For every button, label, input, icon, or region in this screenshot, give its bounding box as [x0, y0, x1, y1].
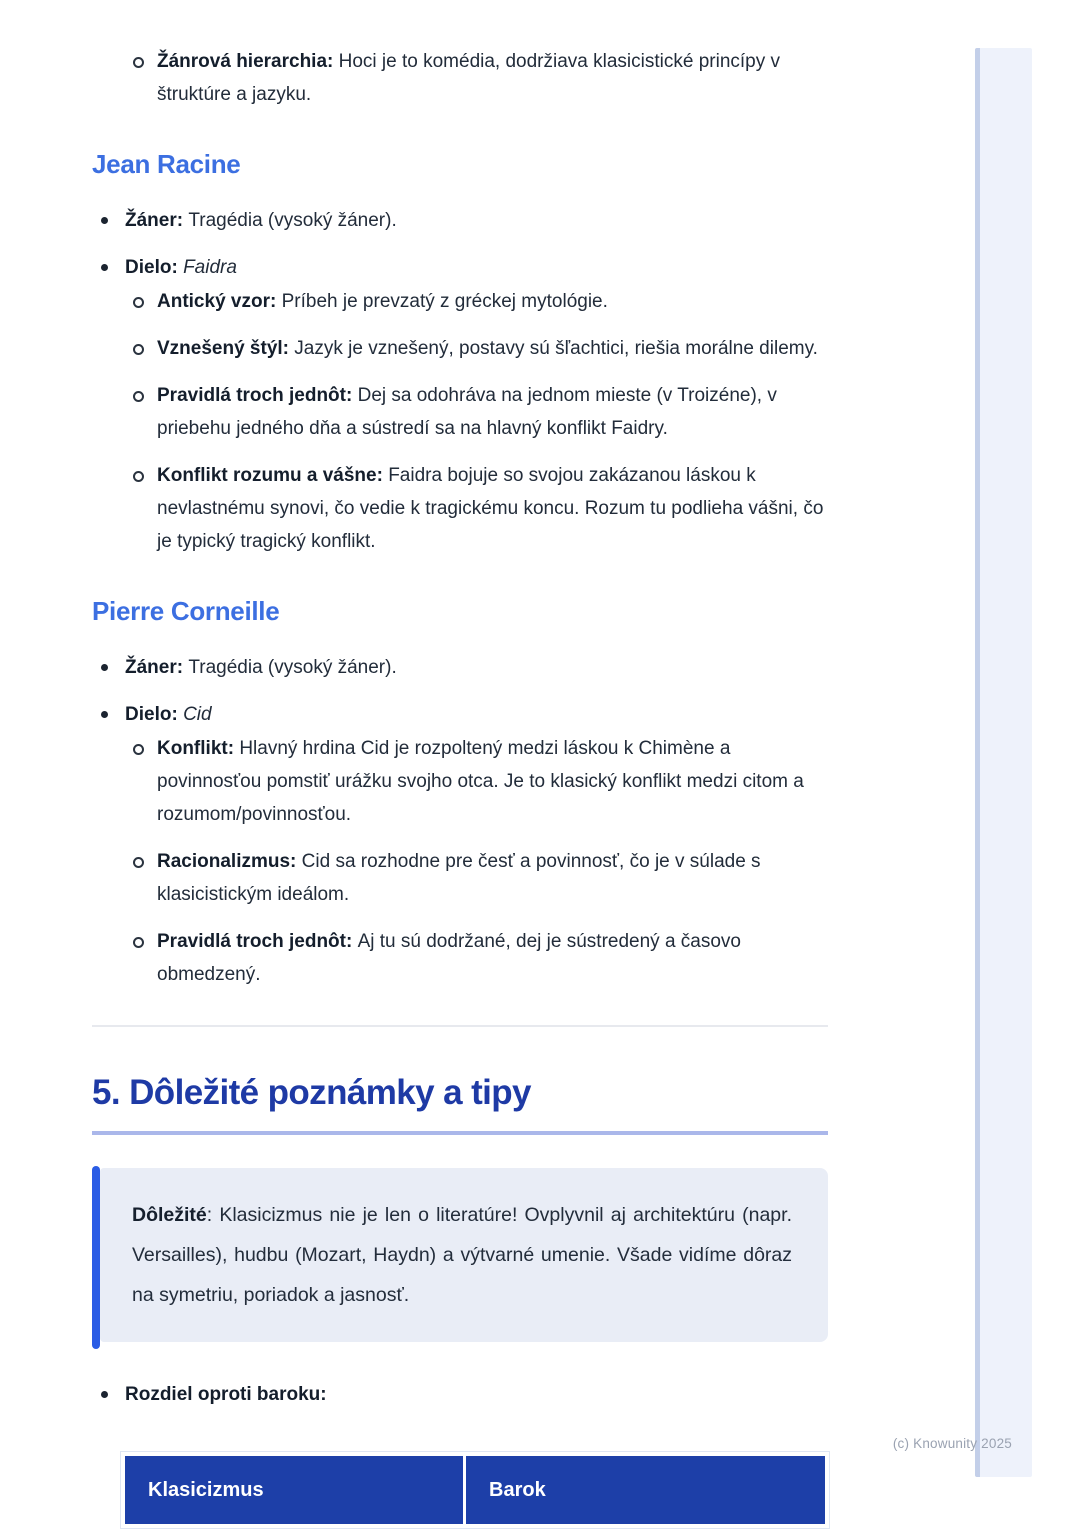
- section-divider: [92, 1025, 828, 1027]
- list-item: [92, 651, 828, 684]
- list-item-text: Jazyk je vznešený, postavy sú šľachtici, riešia morálne dilemy.: [294, 338, 818, 359]
- circle-bullet-icon: [133, 297, 144, 308]
- dot-bullet-icon: [101, 1391, 108, 1398]
- list-item: [92, 332, 828, 365]
- list-item-label: Antický vzor:: [157, 291, 282, 312]
- list-item-text: Aj tu sú dodržané, dej je sústredený a časovo obmedzený.: [157, 931, 741, 985]
- circle-bullet-icon: [133, 344, 144, 355]
- list-item: [92, 845, 828, 911]
- list-item-text: Hlavný hrdina Cid je rozpoltený medzi láskou k Chimène a povinnosťou pomstiť urážku svojho otca. Je to klasický konflikt medzi citom a rozumom/povinnosťou.: [157, 738, 804, 825]
- callout-text: : Klasicizmus nie je len o literatúre! Ovplyvnil aj architektúru (napr. Versailles), hudbu (Mozart, Haydn) a výtvarné umenie. Všade vidíme dôraz na symetriu, poriadok a jasnosť.: [132, 1204, 792, 1306]
- table-header-cell: Barok: [466, 1456, 825, 1524]
- callout-accent-bar: [92, 1166, 100, 1349]
- circle-bullet-icon: [133, 937, 144, 948]
- list-item-label: Žáner:: [125, 210, 189, 231]
- circle-bullet-icon: [133, 391, 144, 402]
- callout-label: Dôležité: [132, 1204, 207, 1226]
- list-item: [92, 45, 828, 111]
- list-item: [92, 698, 828, 731]
- work-title: Cid: [183, 704, 212, 725]
- list-item-label: Pravidlá troch jednôt:: [157, 931, 358, 952]
- list-item-text: Hoci je to komédia, dodržiava klasicistické princípy v štruktúre a jazyku.: [157, 51, 781, 105]
- list-item: [92, 251, 828, 284]
- list-item-label: Žáner:: [125, 657, 189, 678]
- dot-bullet-icon: [101, 711, 108, 718]
- circle-bullet-icon: [133, 857, 144, 868]
- list-item-label: Vznešený štýl:: [157, 338, 295, 359]
- dot-bullet-icon: [101, 264, 108, 271]
- circle-bullet-icon: [133, 471, 144, 482]
- dot-bullet-icon: [101, 217, 108, 224]
- watermark: (c) Knowunity 2025: [892, 1436, 1012, 1451]
- section-heading: Pierre Corneille: [92, 596, 280, 626]
- list-item-label: Rozdiel oproti baroku:: [125, 1384, 327, 1405]
- list-item-label: Dielo:: [125, 257, 184, 278]
- list-item-label: Pravidlá troch jednôt:: [157, 385, 358, 406]
- list-item-text: Príbeh je prevzatý z gréckej mytológie.: [281, 291, 608, 312]
- list-item-label: Racionalizmus:: [157, 851, 302, 872]
- table-header-row: [125, 1456, 825, 1524]
- list-item-text: Tragédia (vysoký žáner).: [188, 210, 397, 231]
- circle-bullet-icon: [133, 57, 144, 68]
- list-item: [92, 204, 828, 237]
- scrollbar-track[interactable]: [975, 48, 1032, 1477]
- page-title: 5. Dôležité poznámky a tipy: [92, 1073, 828, 1135]
- list-item: [92, 459, 828, 558]
- dot-bullet-icon: [101, 664, 108, 671]
- list-item-text: Faidra bojuje so svojou zakázanou láskou k nevlastnému synovi, čo vedie k tragickému koncu. Rozum tu podlieha vášni, čo je typický tragický konflikt.: [157, 465, 824, 552]
- list-item: [92, 379, 828, 445]
- list-item-text: Tragédia (vysoký žáner).: [188, 657, 397, 678]
- work-title: Faidra: [183, 257, 237, 278]
- page-content: [92, 0, 828, 1529]
- comparison-table: [120, 1451, 830, 1529]
- list-item: [92, 732, 828, 831]
- list-item-text: Dej sa odohráva na jednom mieste (v Troizéne), v priebehu jedného dňa a sústredí sa na hlavný konflikt Faidry.: [157, 385, 777, 439]
- list-item-label: Dielo:: [125, 704, 184, 725]
- list-item-label: Konflikt rozumu a vášne:: [157, 465, 389, 486]
- table-header-cell: Klasicizmus: [125, 1456, 463, 1524]
- list-item-label: Konflikt:: [157, 738, 240, 759]
- list-item: [92, 285, 828, 318]
- list-item-text: Cid sa rozhodne pre česť a povinnosť, čo je v súlade s klasicistickým ideálom.: [157, 851, 761, 905]
- list-item-label: Žánrová hierarchia:: [157, 51, 339, 72]
- list-item: [92, 1378, 828, 1411]
- section-heading: Jean Racine: [92, 149, 241, 179]
- list-item: [92, 925, 828, 991]
- circle-bullet-icon: [133, 744, 144, 755]
- important-callout: [100, 1168, 828, 1342]
